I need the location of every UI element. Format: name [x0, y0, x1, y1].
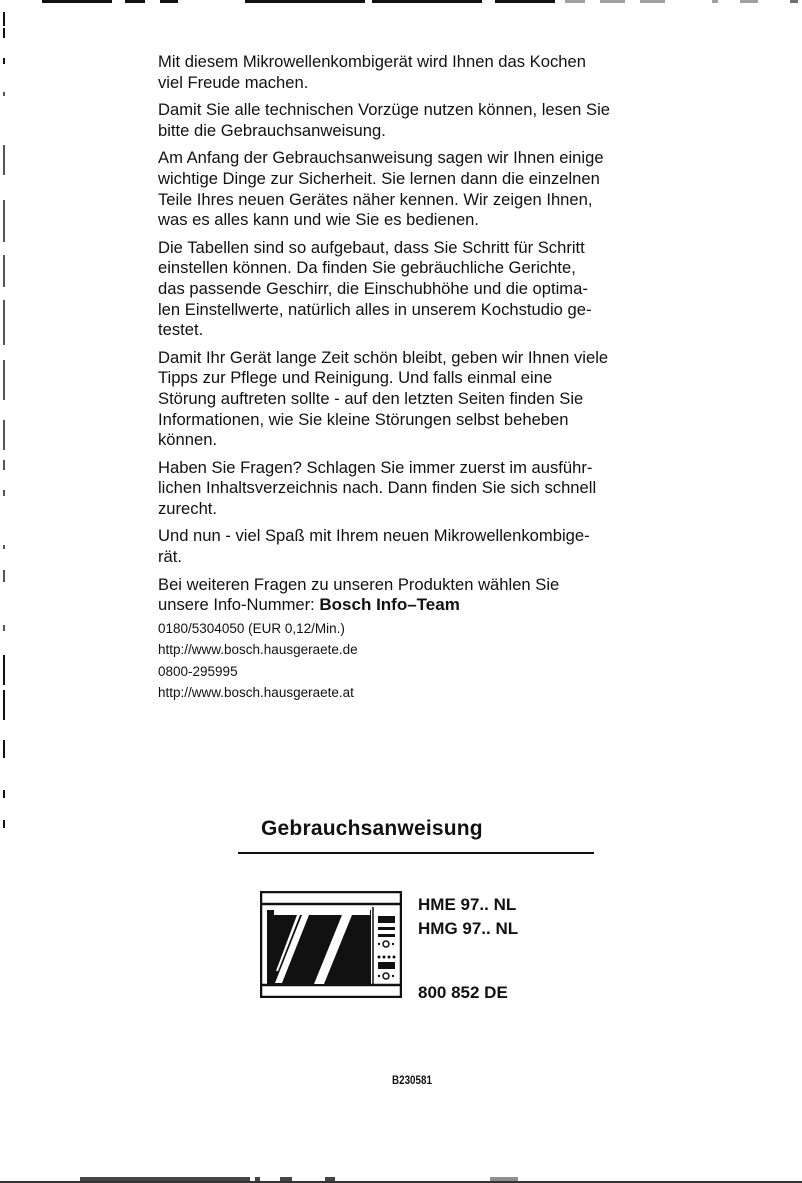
- text-line: Und nun - viel Spaß mit Ihrem neuen Mikrowellenkombige-: [158, 526, 590, 546]
- text-line: unsere Info-Nummer:: [158, 595, 320, 615]
- text-line: zurecht.: [158, 498, 218, 518]
- website-de-link[interactable]: http://www.bosch.hausgeraete.de: [158, 642, 358, 658]
- text-line: Am Anfang der Gebrauchsanweisung sagen wir Ihnen einige: [158, 148, 604, 168]
- text-line: Tipps zur Pflege und Reinigung. Und falls einmal eine: [158, 368, 553, 388]
- website-at-link[interactable]: http://www.bosch.hausgeraete.at: [158, 685, 354, 701]
- intro-text: [158, 52, 658, 704]
- text-line: das passende Geschirr, die Einschubhöhe und die optima-: [158, 278, 588, 298]
- microwave-oven-icon: [260, 891, 402, 998]
- text-line: len Einstellwerte, natürlich alles in unserem Kochstudio ge-: [158, 299, 592, 319]
- text-line: Damit Sie alle technischen Vorzüge nutzen können, lesen Sie: [158, 100, 611, 120]
- paragraph-7: [158, 526, 658, 567]
- text-line: was es alles kann und wie Sie es bedienen.: [158, 210, 480, 230]
- print-code: B230581: [392, 1073, 432, 1087]
- model-hmg: HMG 97.. NL: [418, 919, 519, 938]
- text-line: testet.: [158, 320, 204, 340]
- document-number: 800 852 DE: [418, 983, 508, 1002]
- text-line: wichtige Dinge zur Sicherheit. Sie lernen dann die einzelnen: [158, 168, 600, 188]
- text-line: Bei weiteren Fragen zu unseren Produkten wählen Sie: [158, 574, 560, 594]
- model-hme: HME 97.. NL: [418, 895, 517, 914]
- text-line: Damit Ihr Gerät lange Zeit schön bleibt, geben wir Ihnen viele: [158, 347, 609, 367]
- paragraph-4: [158, 238, 658, 341]
- text-line: rät.: [158, 547, 182, 567]
- text-line: Teile Ihres neuen Gerätes näher kennen. Wir zeigen Ihnen,: [158, 189, 593, 209]
- paragraph-5: [158, 348, 658, 451]
- paragraph-6: [158, 458, 658, 520]
- hotline-de: 0180/5304050 (EUR 0,12/Min.): [158, 620, 345, 636]
- paragraph-3: [158, 148, 658, 230]
- paragraph-2: [158, 100, 658, 141]
- info-team-name: Bosch Info–Team: [319, 595, 460, 615]
- text-line: Störung auftreten sollte - auf den letzten Seiten finden Sie: [158, 388, 584, 408]
- text-line: viel Freude machen.: [158, 72, 309, 92]
- scan-edge-marks-top: [0, 0, 802, 6]
- paragraph-1: [158, 52, 658, 93]
- text-line: einstellen können. Da finden Sie gebräuchliche Gerichte,: [158, 258, 576, 278]
- model-list: [418, 893, 518, 941]
- text-line: Informationen, wie Sie kleine Störungen selbst beheben: [158, 409, 569, 429]
- document-title: Gebrauchsanweisung: [261, 817, 483, 840]
- title-divider: [238, 852, 594, 854]
- text-line: Mit diesem Mikrowellenkombigerät wird Ihnen das Kochen: [158, 52, 586, 71]
- text-line: Haben Sie Fragen? Schlagen Sie immer zuerst im ausführ-: [158, 457, 593, 477]
- hotline-at: 0800-295995: [158, 663, 238, 679]
- contact-block: [158, 618, 658, 704]
- contact-intro: [158, 575, 658, 616]
- text-line: bitte die Gebrauchsanweisung.: [158, 120, 386, 140]
- text-line: Die Tabellen sind so aufgebaut, dass Sie Schritt für Schritt: [158, 237, 585, 257]
- text-line: lichen Inhaltsverzeichnis nach. Dann finden Sie sich schnell: [158, 478, 597, 498]
- text-line: können.: [158, 430, 218, 450]
